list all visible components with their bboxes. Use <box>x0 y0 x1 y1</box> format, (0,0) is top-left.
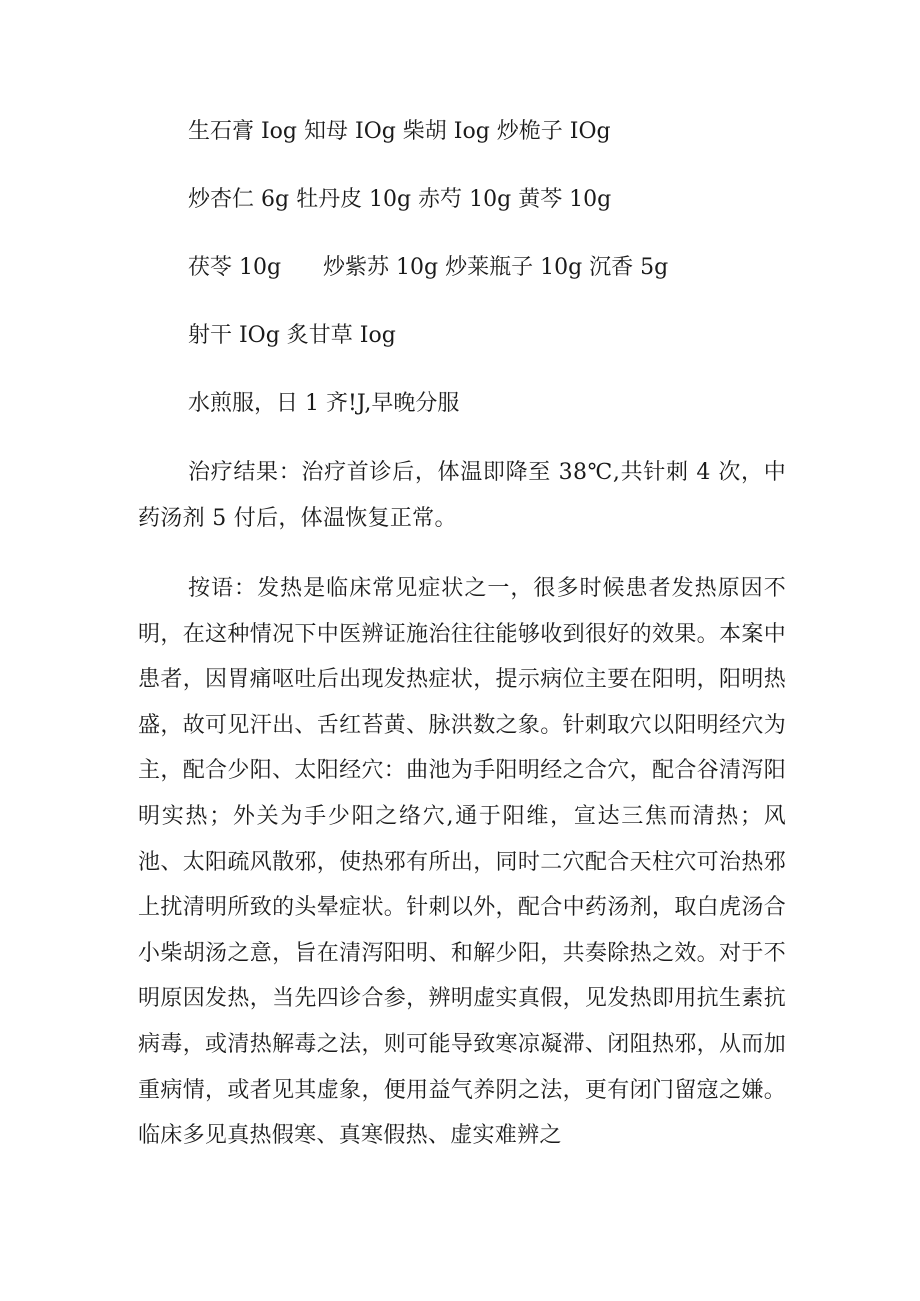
usage-instructions: 水煎服，日 1 齐!J,早晚分服 <box>188 391 460 416</box>
prescription-line-3: 茯苓 10g 炒紫苏 10g 炒莱瓶子 10g 沉香 5g <box>188 255 669 280</box>
prescription-line-1: 生石膏 Iog 知母 IOg 柴胡 Iog 炒桅子 IOg <box>188 119 611 144</box>
prescription-line-2: 炒杏仁 6g 牡丹皮 10g 赤芍 10g 黄芩 10g <box>188 187 612 212</box>
treatment-result-paragraph: 治疗结果：治疗首诊后，体温即降至 38℃,共针刺 4 次，中药汤剂 5 付后，体温恢复正常。 <box>138 460 786 531</box>
prescription-line-4: 射干 IOg 炙甘草 Iog <box>188 323 396 348</box>
commentary-paragraph: 按语：发热是临床常见症状之一，很多时候患者发热原因不明，在这种情况下中医辨证施治往往能够收到很好的效果。本案中患者，因胃痛呕吐后出现发热症状，提示病位主要在阳明，阳明热盛，故可见汗出、舌红苔黄、脉洪数之象。针刺取穴以阳明经穴为主，配合少阳、太阳经穴：曲池为手阳明经之合穴，配合谷清泻阳明实热；外关为手少阳之络穴,通于阳维，宣达三焦而清热；风池、太阳疏风散邪，使热邪有所出，同时二穴配合天柱穴可治热邪上扰清明所致的头晕症状。针刺以外，配合中药汤剂，取白虎汤合小柴胡汤之意，旨在清泻阳明、和解少阳，共奏除热之效。对于不明原因发热，当先四诊合参，辨明虚实真假，见发热即用抗生素抗病毒，或清热解毒之法，则可能导致寒凉凝滞、闭阻热邪，从而加重病情，或者见其虚象，便用益气养阴之法，更有闭门留寇之嫌。临床多见真热假寒、真寒假热、虚实难辨之 <box>138 576 786 1149</box>
